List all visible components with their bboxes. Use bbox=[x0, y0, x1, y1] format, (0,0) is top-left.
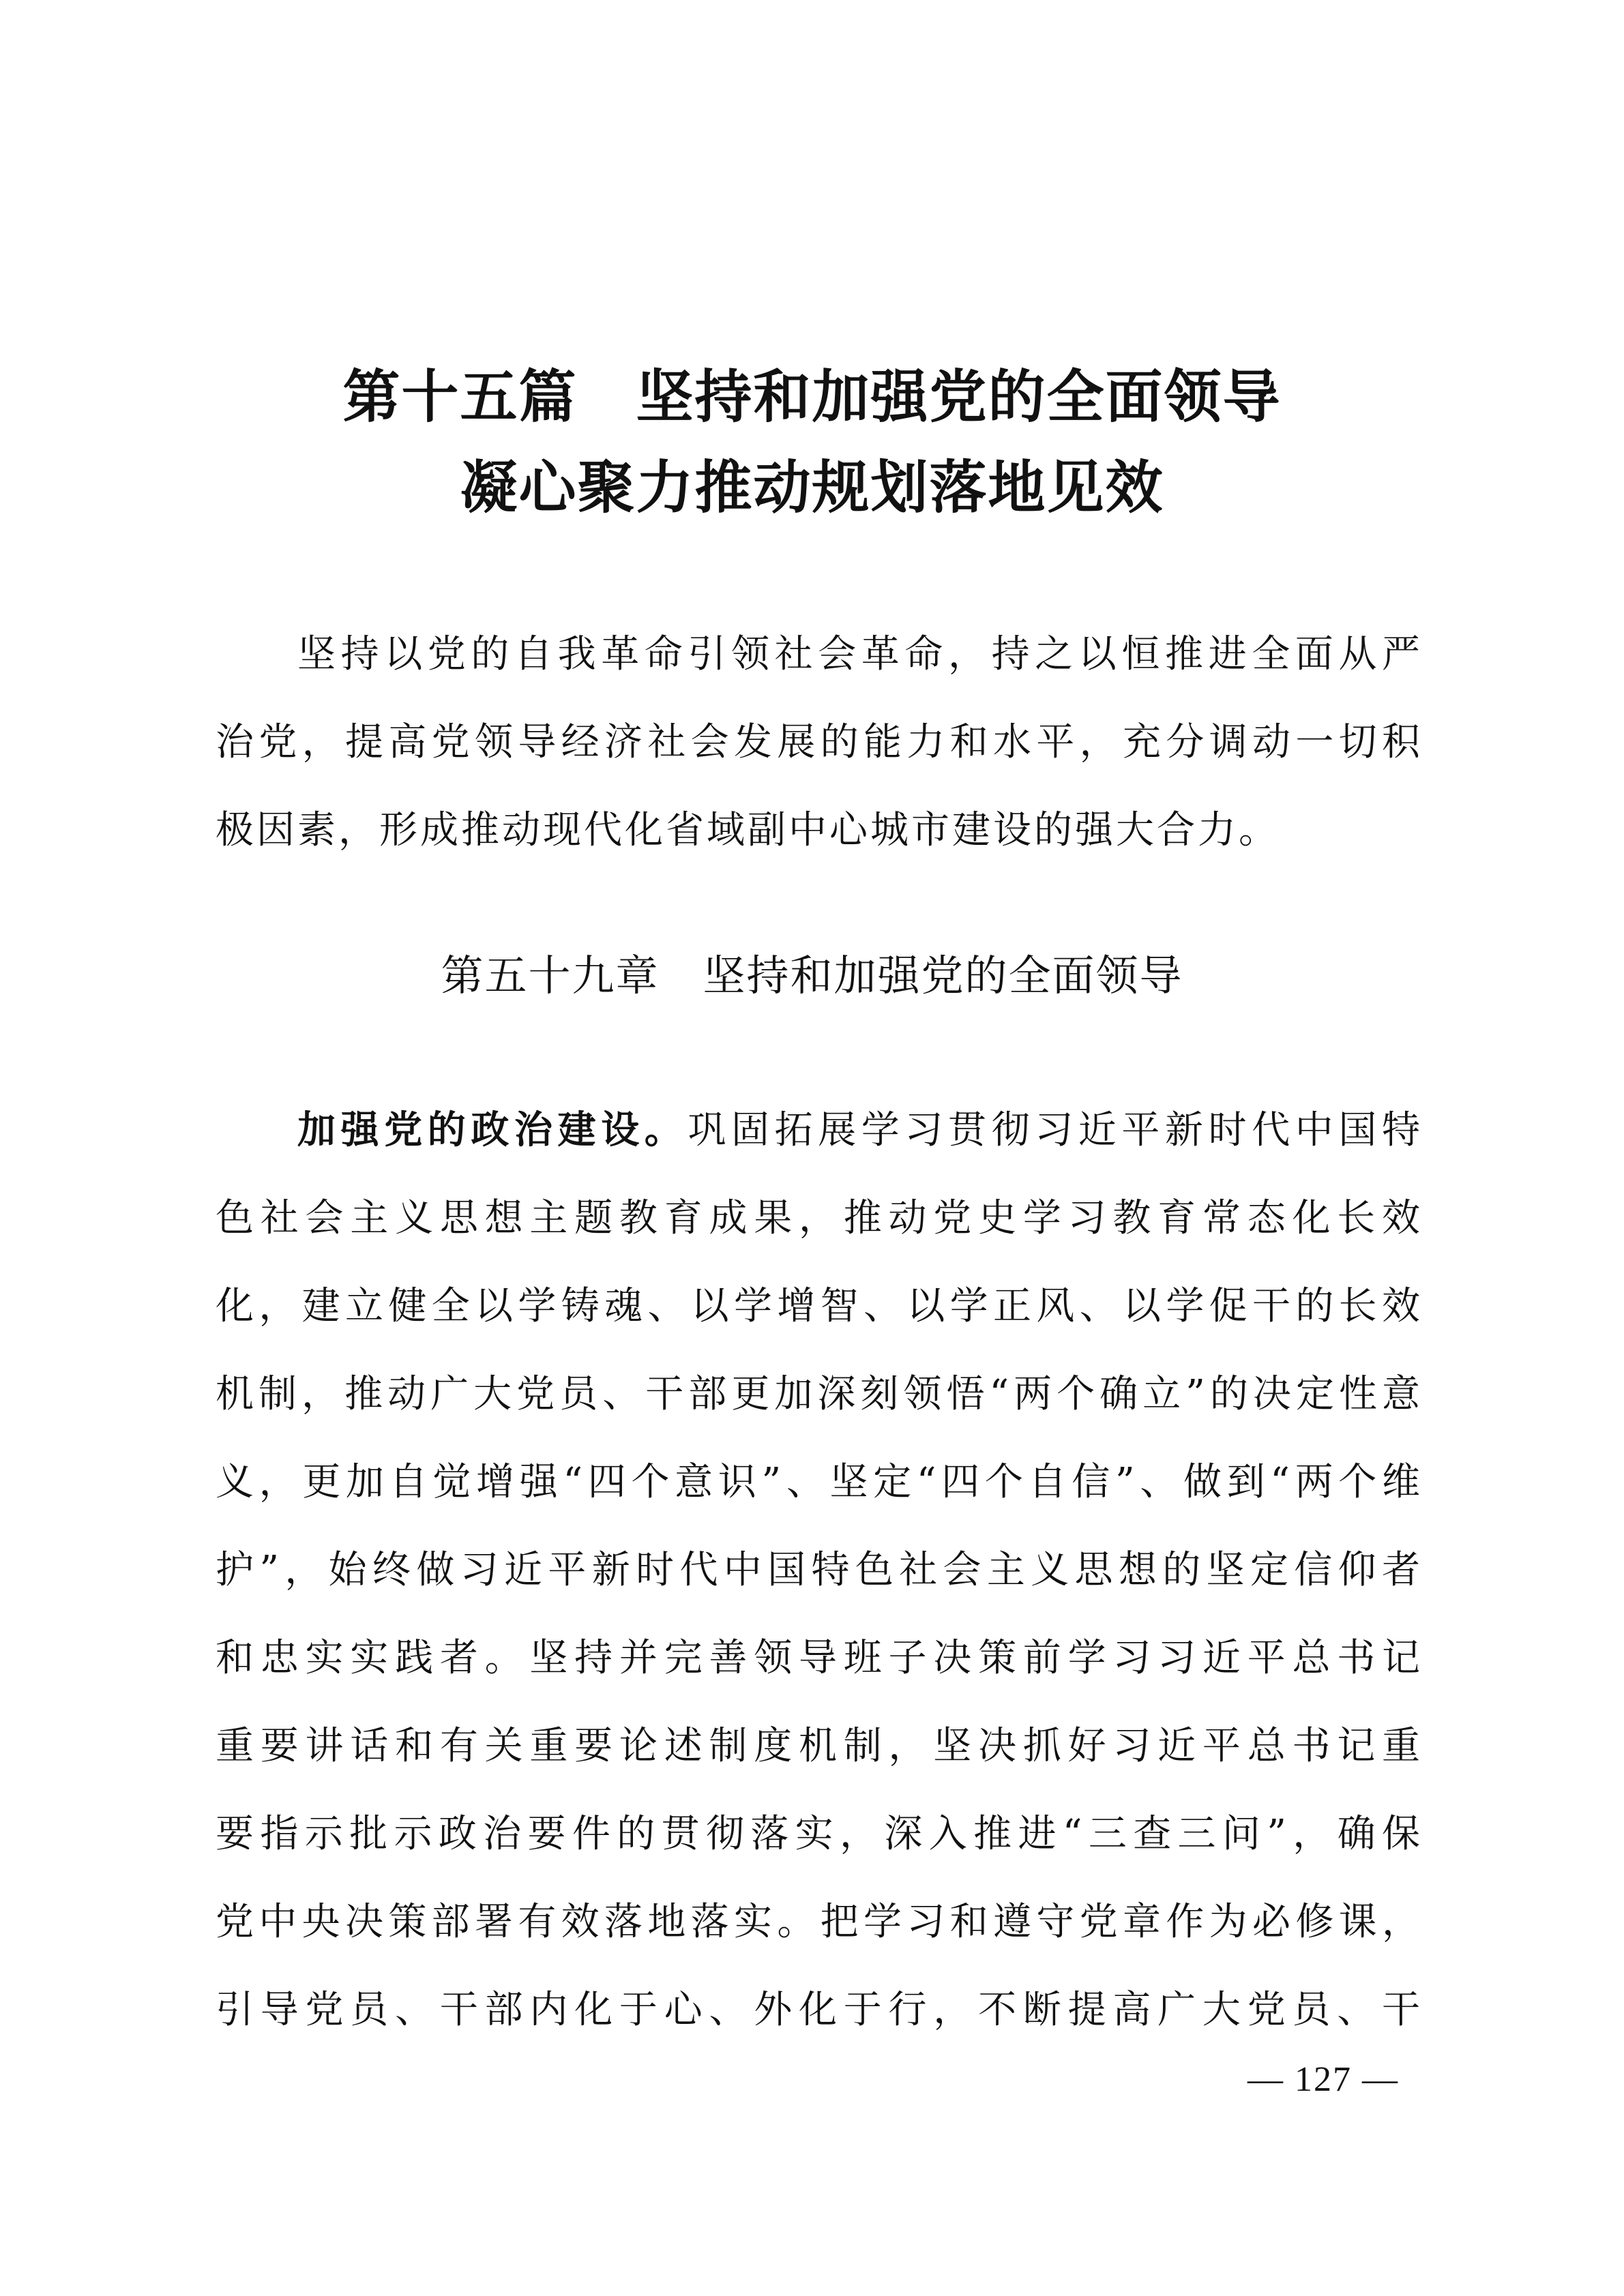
intro-line: 极因素，形成推动现代化省域副中心城市建设的强大合力。 bbox=[216, 808, 1280, 852]
part-title-line-1: 第十五篇 坚持和加强党的全面领导 bbox=[342, 363, 1282, 430]
section-line: 义，更加自觉增强“四个意识”、坚定“四个自信”、做到“两个维 bbox=[216, 1460, 1423, 1504]
section-line: 色社会主义思想主题教育成果，推动党史学习教育常态化长效 bbox=[216, 1196, 1423, 1240]
section-paragraph bbox=[216, 1086, 1423, 2054]
chapter-title: 第五十九章 坚持和加强党的全面领导 bbox=[441, 951, 1183, 1000]
page-number: — 127 — bbox=[1247, 2060, 1399, 2099]
section-line: 化，建立健全以学铸魂、以学增智、以学正风、以学促干的长效 bbox=[216, 1284, 1423, 1328]
intro-line: 坚持以党的自我革命引领社会革命，持之以恒推进全面从严 bbox=[297, 632, 1423, 676]
section-line: 护”，始终做习近平新时代中国特色社会主义思想的坚定信仰者 bbox=[216, 1548, 1423, 1592]
section-line: 要指示批示政治要件的贯彻落实，深入推进“三查三问”，确保 bbox=[216, 1812, 1423, 1856]
part-title-line-2: 凝心聚力推动规划落地见效 bbox=[460, 453, 1164, 521]
intro-line: 治党，提高党领导经济社会发展的能力和水平，充分调动一切积 bbox=[216, 720, 1423, 764]
intro-paragraph bbox=[216, 610, 1423, 874]
section-first-line-text: 巩固拓展学习贯彻习近平新时代中国特 bbox=[688, 1108, 1423, 1152]
section-line: 机制，推动广大党员、干部更加深刻领悟“两个确立”的决定性意 bbox=[216, 1372, 1423, 1416]
section-line: 引导党员、干部内化于心、外化于行，不断提高广大党员、干 bbox=[216, 1988, 1423, 2032]
section-line: 党中央决策部署有效落地落实。把学习和遵守党章作为必修课， bbox=[216, 1900, 1423, 1944]
section-line: 和忠实实践者。坚持并完善领导班子决策前学习习近平总书记 bbox=[216, 1636, 1423, 1680]
section-first-line bbox=[216, 1086, 1423, 1174]
section-lead-heading: 加强党的政治建设。 bbox=[297, 1108, 688, 1152]
section-line: 重要讲话和有关重要论述制度机制，坚决抓好习近平总书记重 bbox=[216, 1724, 1423, 1768]
